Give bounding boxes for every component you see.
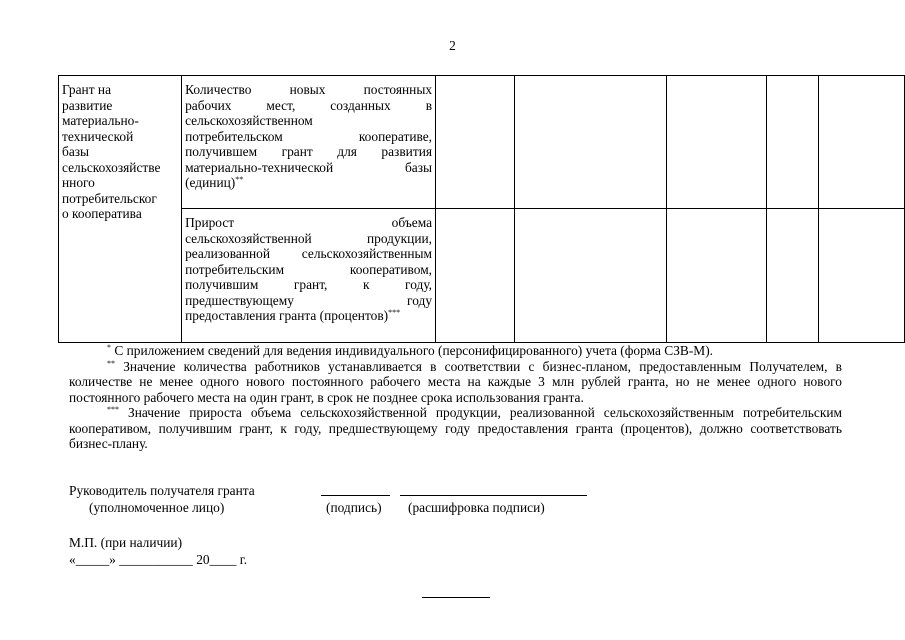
value-cell (767, 76, 819, 209)
footnote-1 (69, 343, 842, 359)
program-name-cell (59, 76, 182, 343)
value-cell (819, 209, 905, 343)
footnote-text: С приложением сведений для ведения индивидуального (персонифицированного) учета (форма СЗВ-М). (111, 343, 714, 358)
indicator-table (58, 75, 905, 343)
indicator-line: сельскохозяйственной продукции, (185, 230, 433, 246)
indicator-line: потребительским кооперативом, (185, 261, 433, 277)
value-cell (514, 209, 666, 343)
program-line: материально- (62, 113, 139, 128)
signature-caption: (подпись) (326, 500, 382, 515)
indicator-line (185, 175, 432, 191)
footnote-mark: ** (107, 358, 115, 368)
signatory-role: Руководитель получателя гранта (69, 483, 255, 498)
program-line: Грант на (62, 82, 112, 97)
page-number: 2 (449, 38, 456, 53)
footnote-mark: * (107, 343, 111, 352)
value-cell (514, 76, 666, 209)
indicator-line (185, 308, 432, 324)
indicator-line: сельскохозяйственном (185, 113, 313, 128)
value-cell (819, 76, 905, 209)
indicator-cell-jobs (182, 76, 436, 209)
footnote-mark: *** (107, 405, 119, 414)
stamp-placeholder: М.П. (при наличии) (69, 535, 183, 550)
indicator-line: Прирост объема (185, 215, 433, 230)
indicator-cell-growth (182, 209, 436, 343)
date-line: «_____» ___________ 20____ г. (69, 552, 248, 567)
decoding-caption: (расшифровка подписи) (408, 500, 545, 515)
indicator-text: предоставления гранта (процентов) (185, 308, 389, 323)
value-cell (667, 209, 767, 343)
value-cell (667, 76, 767, 209)
indicator-line: получившим грант, к году, (185, 277, 433, 292)
indicator-line: потребительском кооперативе, (185, 128, 433, 144)
footnote-text: Значение количества работников устанавливается в соответствии с бизнес-планом, предоставленным Получателем, в количестве не менее одного нового постоянного рабочего места на каждые 3 млн рублей гранта, но не менее одного нового постоянного рабочего места на один грант, в срок не позднее срока использования гранта. (69, 358, 842, 405)
program-line: о кооператива (62, 206, 142, 221)
signature-block (69, 483, 669, 523)
footnote-mark: ** (235, 175, 244, 184)
footnote-text: Значение прироста объема сельскохозяйственной продукции, реализованной сельскохозяйственным потребительским кооперативом, получившим грант, к году, предшествующему году предоставления гранта (процентов), должно соответствовать бизнес-плану. (69, 405, 842, 451)
footnote-mark: *** (388, 308, 401, 317)
program-line: базы (62, 144, 90, 159)
program-line: развитие (62, 97, 113, 113)
value-cell (436, 209, 515, 343)
program-line: технической (62, 128, 134, 144)
indicator-line: материально-технической базы (185, 159, 433, 175)
value-cell (436, 76, 515, 209)
indicator-line: предшествующему году (185, 292, 433, 308)
indicator-text: (единиц) (185, 175, 236, 190)
table-row (59, 76, 905, 209)
indicator-line: Количество новых постоянных (185, 82, 433, 97)
indicator-line: реализованной сельскохозяйственным (185, 246, 433, 261)
value-cell (767, 209, 819, 343)
signatory-role-note: (уполномоченное лицо) (89, 500, 225, 515)
indicator-line: рабочих мест, созданных в (185, 97, 433, 113)
end-rule (422, 597, 490, 598)
signature-decoding-line (400, 495, 587, 496)
footnotes (69, 343, 842, 452)
footnote-2 (69, 359, 842, 406)
program-line: сельскохозяйстве (62, 159, 161, 175)
signature-line (321, 495, 390, 496)
program-line: нного (62, 175, 95, 190)
indicator-line: получившем грант для развития (185, 144, 433, 159)
table-row (59, 209, 905, 343)
footnote-3 (69, 405, 842, 452)
program-line: потребительског (62, 190, 157, 206)
